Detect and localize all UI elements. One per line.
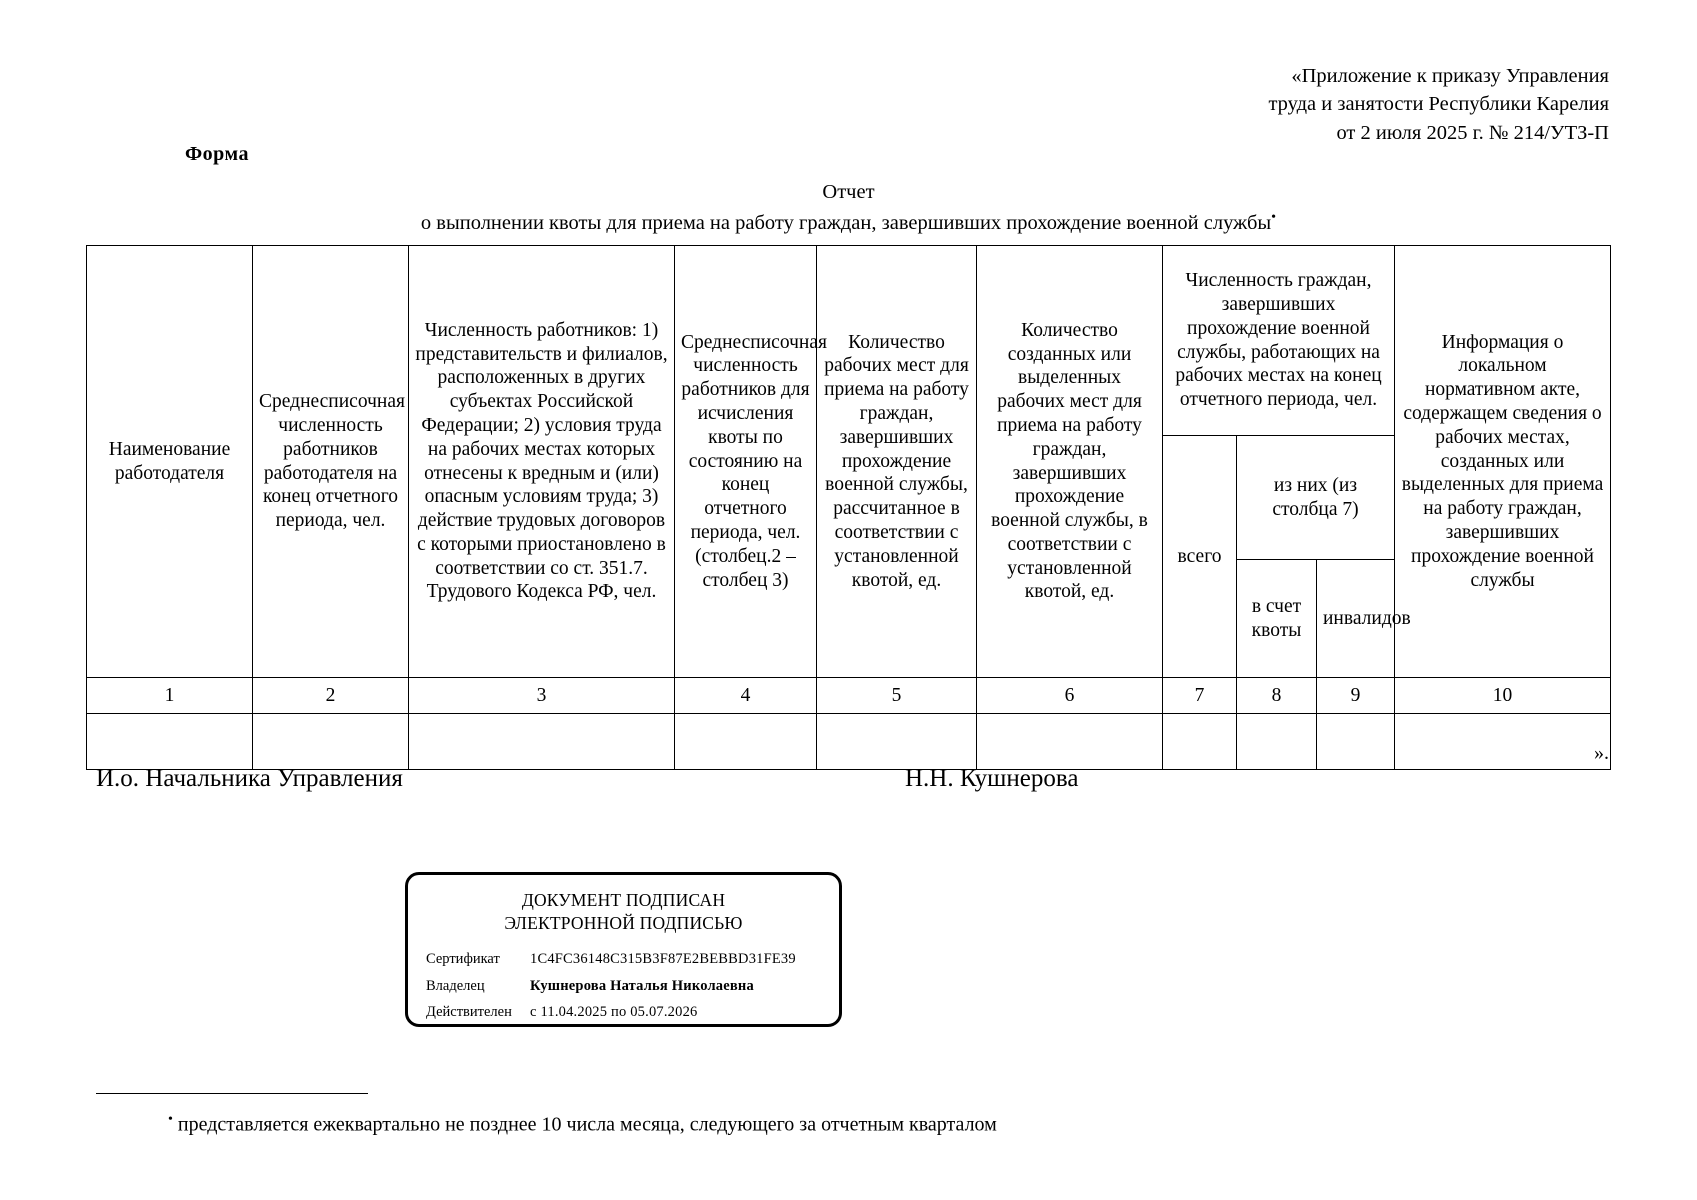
column-number-1: 1: [87, 678, 253, 714]
order-reference-line-1: «Приложение к приказу Управления: [1291, 65, 1609, 87]
electronic-signature-stamp: [405, 872, 842, 1027]
footnote-text: представляется ежеквартально не позднее 10 числа месяца, следующего за отчетным кварталом: [177, 1113, 997, 1136]
form-label: Форма: [185, 143, 249, 165]
footnote-separator: [96, 1093, 368, 1094]
table-cell-col2[interactable]: [253, 714, 409, 770]
document-title-line-2: [0, 208, 1697, 239]
stamp-validity-row: [426, 1004, 821, 1021]
header-cell-col8: в счет квоты: [1237, 560, 1317, 678]
stamp-owner-value: Кушнерова Наталья Николаевна: [530, 977, 754, 994]
stamp-title: [426, 889, 821, 935]
stamp-title-line-1: ДОКУМЕНТ ПОДПИСАН: [521, 890, 726, 910]
column-number-3: 3: [409, 678, 675, 714]
header-cell-col3: Численность работников: 1) представительств и филиалов, расположенных в других субъектах Российской Федерации; 2) условия труда на рабочих местах которых отнесены к вредным и (или) опасным условиям труда; 3) действие трудовых договоров с которыми приостановлено в соответствии со ст. 351.7. Трудового Кодекса РФ, чел.: [409, 246, 675, 678]
report-table: [86, 245, 1611, 770]
header-cell-col7: всего: [1163, 436, 1237, 678]
table-row: [87, 714, 1611, 770]
stamp-certificate-row: [426, 951, 821, 968]
header-cell-col6: Количество созданных или выделенных рабочих мест для приема на работу граждан, завершивших прохождение военной службы, в соответствии с установленной квотой, ед.: [977, 246, 1163, 678]
document-title-line-1: Отчет: [822, 181, 875, 203]
table-cell-col9[interactable]: [1317, 714, 1395, 770]
table-cell-col3[interactable]: [409, 714, 675, 770]
column-number-5: 5: [817, 678, 977, 714]
signatory-position: И.о. Начальника Управления: [96, 765, 403, 792]
stamp-title-line-2: ЭЛЕКТРОННОЙ ПОДПИСЬЮ: [504, 913, 743, 934]
header-cell-col2: Среднесписочная численность работников работодателя на конец отчетного периода, чел.: [253, 246, 409, 678]
order-reference-line-3: от 2 июля 2025 г. № 214/УТЗ-П: [1336, 121, 1609, 144]
stamp-certificate-label: Сертификат: [426, 951, 500, 968]
header-cell-group-89: из них (из столбца 7): [1237, 436, 1395, 560]
stamp-owner-row: [426, 978, 821, 995]
table-header-row: [87, 246, 1611, 436]
stamp-certificate-value: 1C4FC36148C315B3F87E2BEBBD31FE39: [530, 951, 796, 968]
column-number-2: 2: [253, 678, 409, 714]
header-cell-col5: Количество рабочих мест для приема на работу граждан, завершивших прохождение военной службы, рассчитанное в соответствии с установленной квотой, ед.: [817, 246, 977, 678]
table-cell-col4[interactable]: [675, 714, 817, 770]
column-number-9: 9: [1317, 678, 1395, 714]
column-number-10: 10: [1395, 678, 1611, 714]
column-number-4: 4: [675, 678, 817, 714]
order-reference-note: [1189, 62, 1609, 147]
header-cell-group-789: Численность граждан, завершивших прохождение военной службы, работающих на рабочих местах на конец отчетного периода, чел.: [1163, 246, 1395, 436]
document-title-line-2-text: о выполнении квоты для приема на работу граждан, завершивших прохождение военной службы: [420, 211, 1272, 234]
header-cell-col4: Среднесписочная численность работников для исчисления квоты по состоянию на конец отчетного периода, чел. (столбец.2 – столбец 3): [675, 246, 817, 678]
order-reference-line-2: труда и занятости Республики Карелия: [1268, 93, 1609, 116]
stamp-validity-label: Действителен: [426, 1003, 512, 1020]
closing-quote: ».: [1594, 742, 1609, 764]
title-footnote-mark: •: [1271, 209, 1277, 225]
document-title: [0, 178, 1697, 238]
table-cell-col10[interactable]: [1395, 714, 1611, 770]
column-number-8: 8: [1237, 678, 1317, 714]
footnote: [168, 1112, 997, 1137]
table-cell-col1[interactable]: [87, 714, 253, 770]
column-number-7: 7: [1163, 678, 1237, 714]
table-cell-col6[interactable]: [977, 714, 1163, 770]
footnote-mark: •: [168, 1112, 173, 1127]
table-column-number-row: [87, 678, 1611, 714]
table-cell-col5[interactable]: [817, 714, 977, 770]
stamp-validity-value: с 11.04.2025 по 05.07.2026: [530, 1003, 698, 1020]
table-cell-col8[interactable]: [1237, 714, 1317, 770]
table-cell-col7[interactable]: [1163, 714, 1237, 770]
header-cell-col1: Наименование работодателя: [87, 246, 253, 678]
stamp-owner-label: Владелец: [426, 977, 485, 994]
column-number-6: 6: [977, 678, 1163, 714]
header-cell-col10: Информация о локальном нормативном акте, содержащем сведения о рабочих местах, созданных или выделенных для приема на работу граждан, завершивших прохождение военной службы: [1395, 246, 1611, 678]
signatory-name: Н.Н. Кушнерова: [905, 765, 1079, 792]
header-cell-col9: инвалидов: [1317, 560, 1395, 678]
